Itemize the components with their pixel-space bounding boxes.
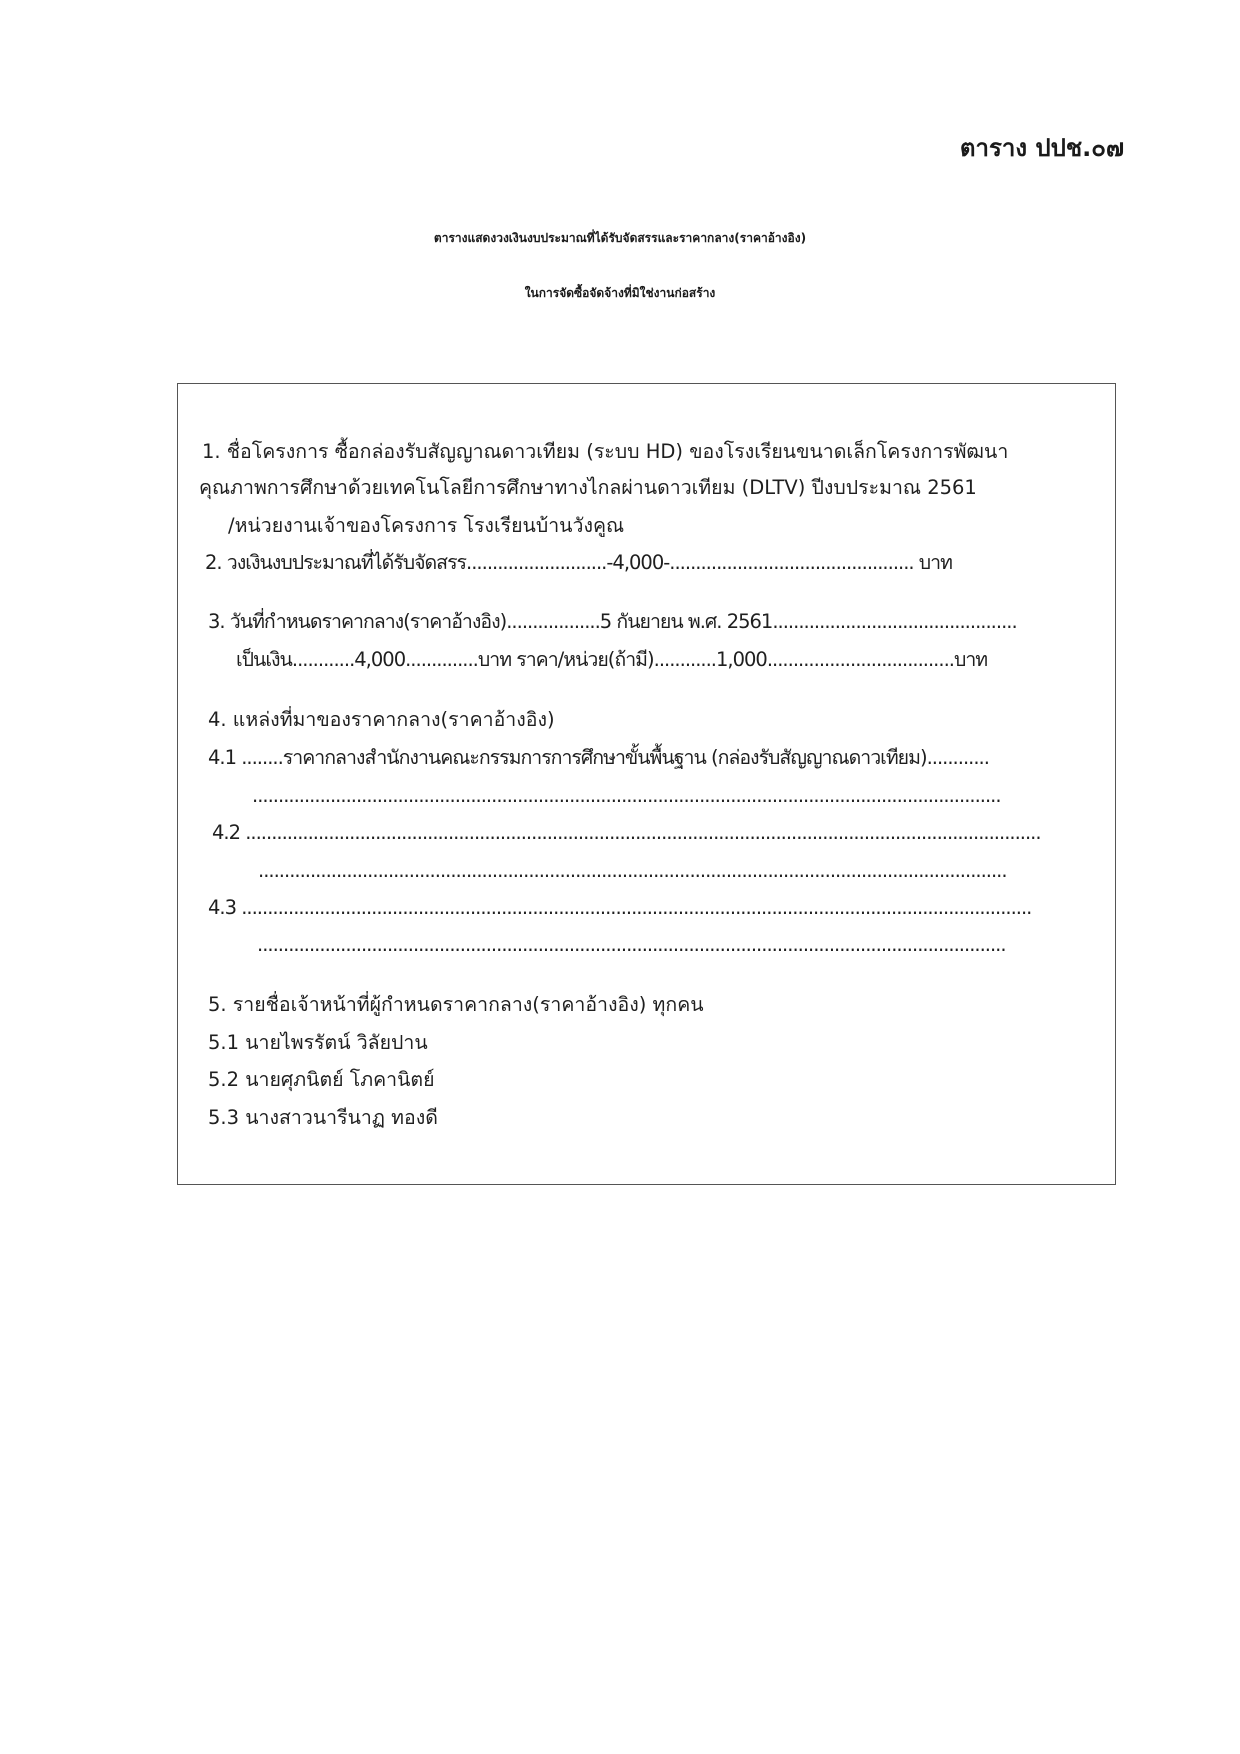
project-name-line-2: คุณภาพการศึกษาด้วยเทคโนโลยีการศึกษาทางไกลผ่านดาวเทียม (DLTV) ปีงบประมาณ 2561 bbox=[199, 476, 977, 499]
project-owner-line: /หน่วยงานเจ้าของโครงการ โรงเรียนบ้านวังคูณ bbox=[228, 514, 625, 537]
source-item-4-3: 4.3 ........................................................................................................................................................ bbox=[208, 896, 1032, 919]
source-item-4-2-continuation: ................................................................................................................................................ bbox=[258, 859, 1007, 882]
source-item-4-2: 4.2 ......................................................................................................................................................... bbox=[212, 821, 1041, 844]
source-item-4-1: 4.1 ........ราคากลางสำนักงานคณะกรรมการการศึกษาขั้นพื้นฐาน (กล่องรับสัญญาณดาวเทียม)............ bbox=[208, 746, 989, 769]
budget-line: 2. วงเงินงบประมาณที่ได้รับจัดสรร...........................-4,000-............................................... บาท bbox=[205, 551, 952, 574]
officials-heading: 5. รายชื่อเจ้าหน้าที่ผู้กำหนดราคากลาง(ราคาอ้างอิง) ทุกคน bbox=[208, 993, 704, 1016]
sources-heading: 4. แหล่งที่มาของราคากลาง(ราคาอ้างอิง) bbox=[208, 708, 555, 731]
document-title-line-1: ตารางแสดงวงเงินงบประมาณที่ได้รับจัดสรรและราคากลาง(ราคาอ้างอิง) bbox=[433, 231, 807, 245]
document-title-line-2: ในการจัดซื้อจัดจ้างที่มิใช่งานก่อสร้าง bbox=[524, 286, 716, 300]
form-code: ตาราง ปปช.๐๗ bbox=[959, 134, 1124, 162]
amount-line: เป็นเงิน............4,000..............บาท ราคา/หน่วย(ถ้ามี)............1,000....................................บาท bbox=[236, 648, 988, 671]
reference-date-line: 3. วันที่กำหนดราคากลาง(ราคาอ้างอิง)..................5 กันยายน พ.ศ. 2561............................................... bbox=[208, 610, 1017, 633]
official-item: 5.1 นายไพรรัตน์ วิลัยปาน bbox=[208, 1031, 428, 1054]
official-item: 5.3 นางสาวนารีนาฏ ทองดี bbox=[208, 1106, 438, 1129]
source-item-4-1-continuation: ................................................................................................................................................ bbox=[252, 784, 1001, 807]
official-item: 5.2 นายศุภนิตย์ โภคานิตย์ bbox=[208, 1068, 435, 1091]
project-name-line-1: 1. ชื่อโครงการ ซื้อกล่องรับสัญญาณดาวเทียม (ระบบ HD) ของโรงเรียนขนาดเล็กโครงการพัฒนา bbox=[202, 440, 1009, 463]
source-item-4-3-continuation: ................................................................................................................................................ bbox=[257, 933, 1006, 956]
